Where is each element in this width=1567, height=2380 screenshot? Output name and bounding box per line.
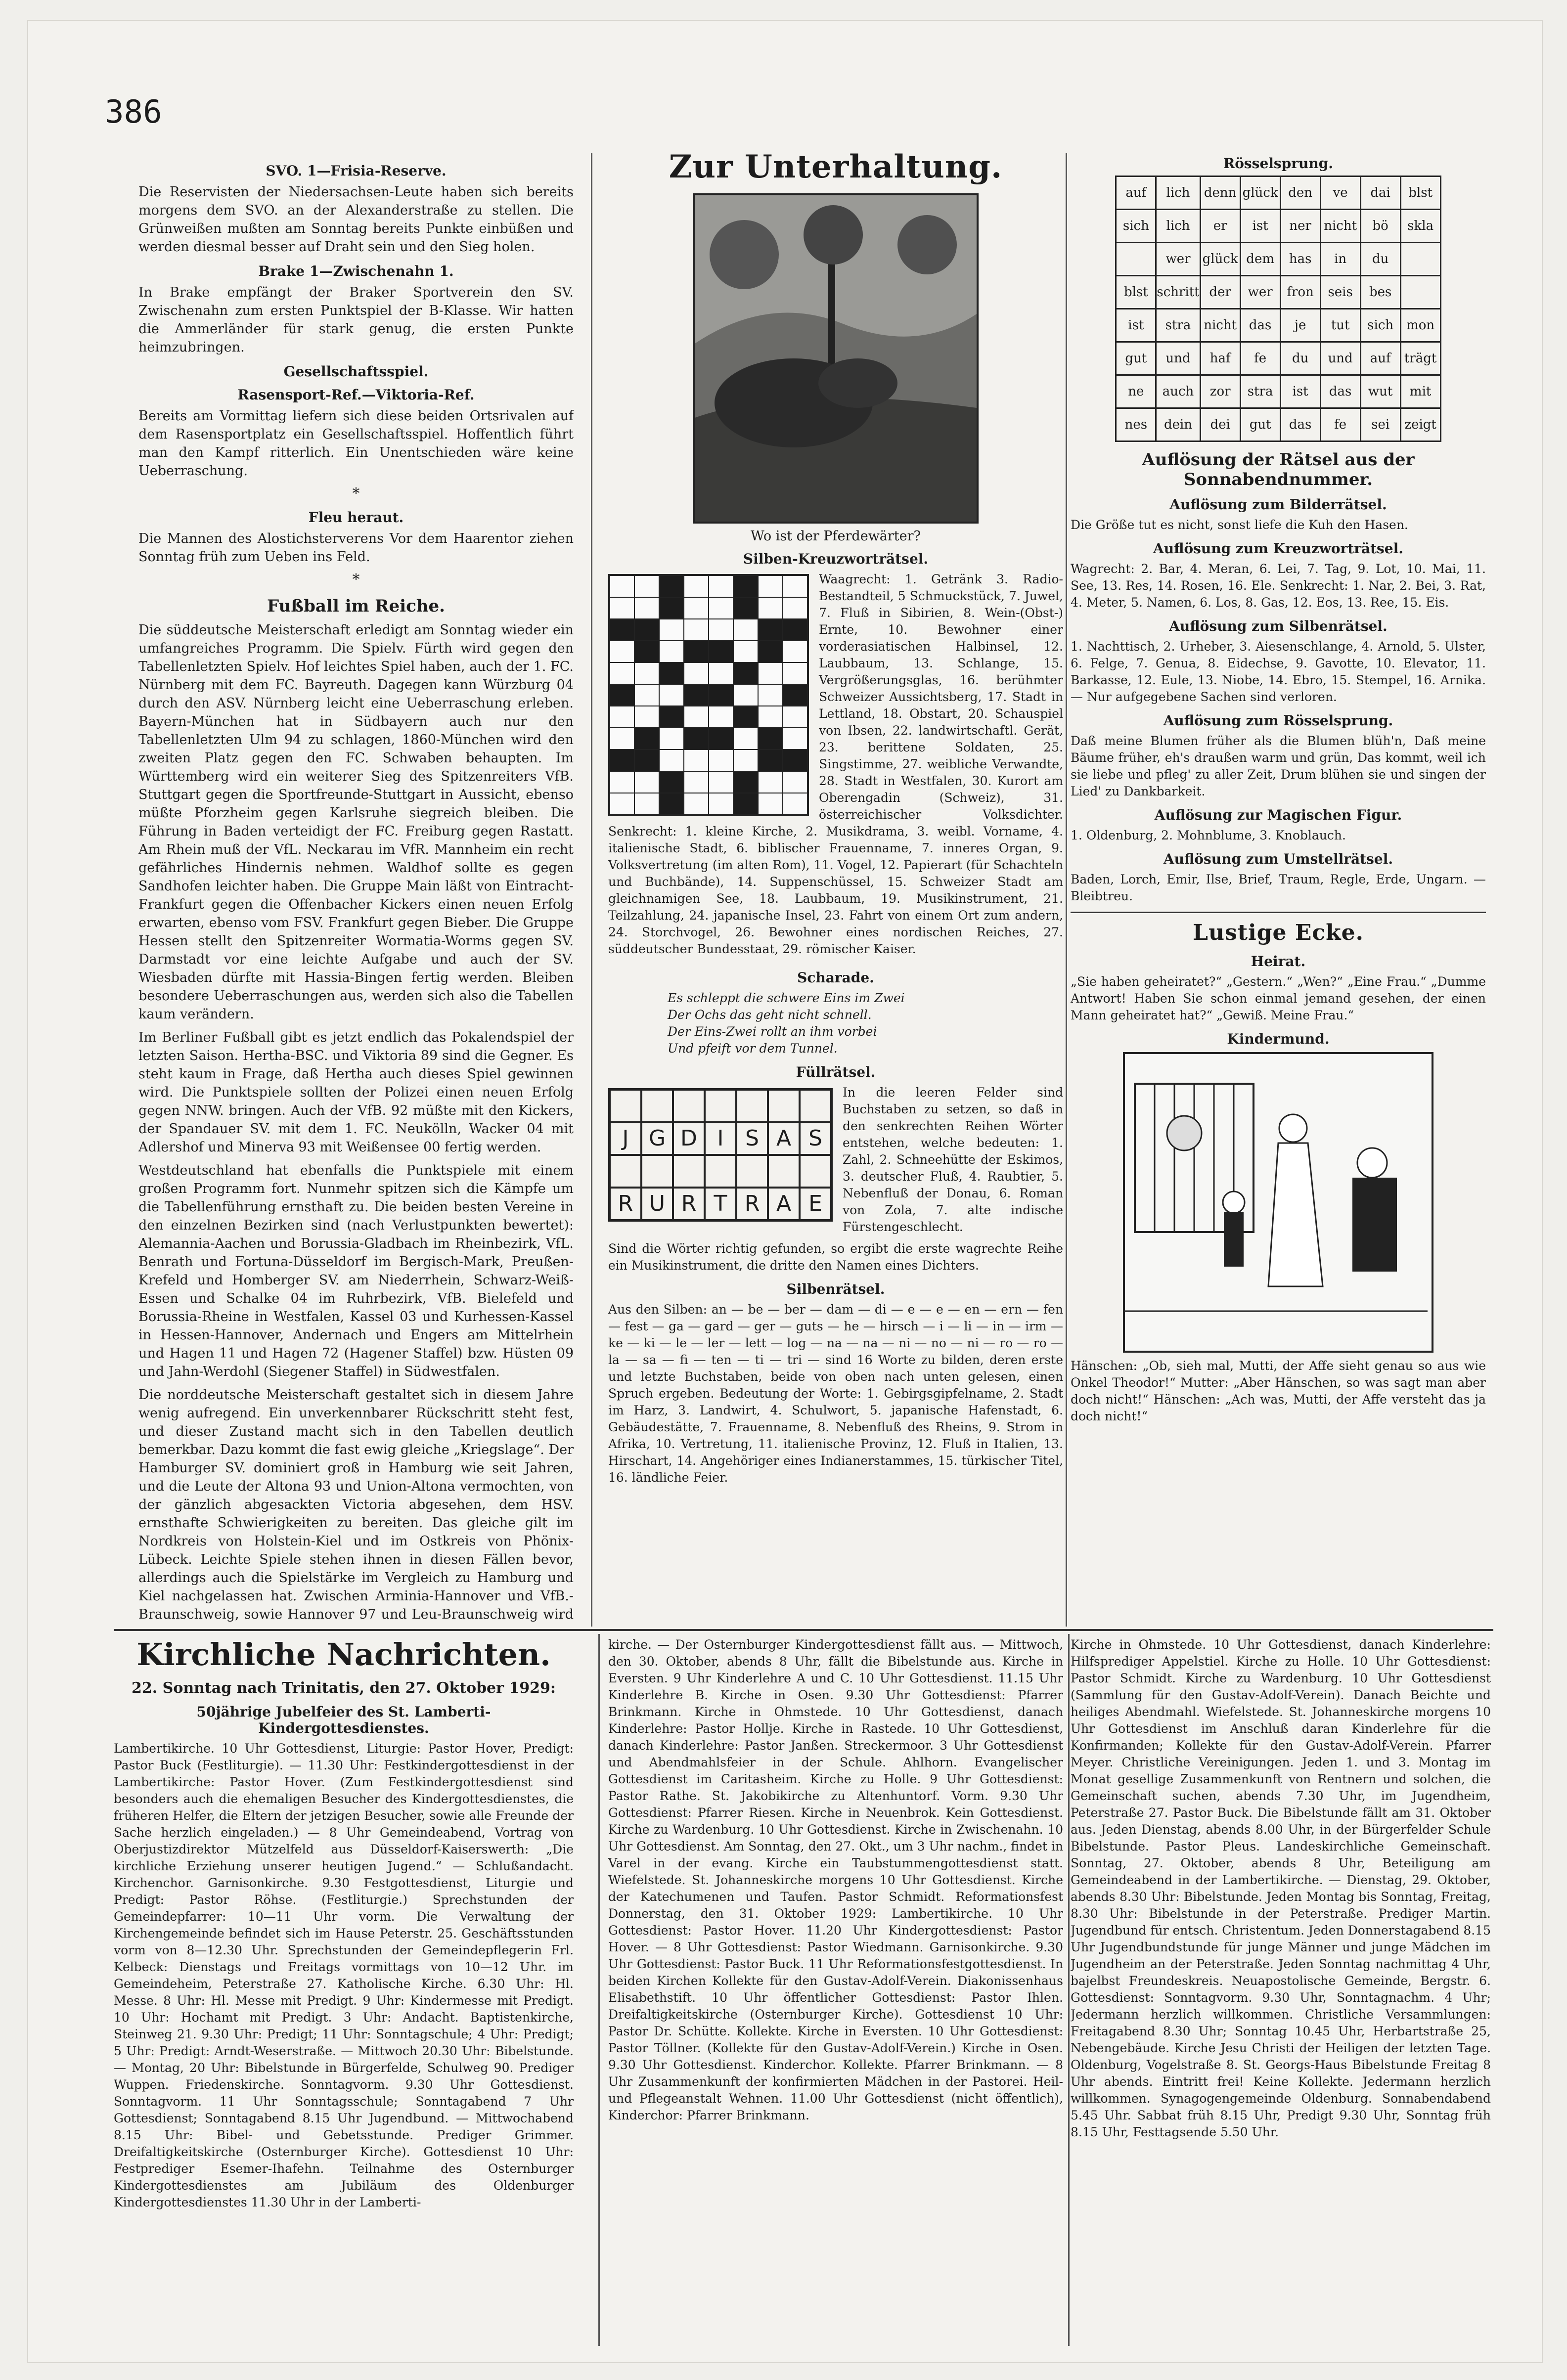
article-paragraph: Im Berliner Fußball gibt es jetzt endlich das Pokalendspiel der letzten Saison. Hertha-BSC. und Viktoria 89 sind die Gegner. Es steht kaum in Frage, daß Hertha auch dieses Spiel gewinnen wird. Die Punktspiele sollten der Polizei einen neuen Erfolg gegen NNW. bringen. Auch der VfB. 92 müßte mit den Kickers, der Spandauer SV. mit dem 1. FC. Neukölln, Wacker 04 mit Adlershof und Minerva 93 mit Weißensee 00 fertig werden. (138, 1030, 574, 1155)
section-title: Zur Unterhaltung. (669, 148, 1003, 185)
crossword-cell (659, 793, 684, 815)
knight-move-cell: lich (1156, 176, 1200, 210)
solution-text: 1. Nachttisch, 2. Urheber, 3. Aiesenschlange, 4. Arnold, 5. Ulster, 6. Felge, 7. Genua, 8. Eidechse, 9. Gavotte, 10. Elevator, 11. Barkasse, 12. Eule, 13. Niobe, 14. Ebro, 15. Stempel, 16. Arnika. — Nur aufgegebene Sachen sind verloren. (1071, 639, 1486, 704)
article-heading: Gesellschaftsspiel. (283, 363, 429, 380)
fill-letter: S (736, 1122, 768, 1155)
crossword-cell (709, 619, 733, 641)
page-number: 386 (105, 94, 162, 131)
crossword-cell (709, 749, 733, 771)
crossword-cell (634, 619, 659, 641)
knight-move-cell: mon (1400, 309, 1440, 342)
crossword-cell (659, 619, 684, 641)
crossword-cell (758, 575, 783, 597)
fill-letter: I (705, 1122, 736, 1155)
knight-move-cell: bö (1360, 210, 1400, 243)
crossword-cell (610, 793, 634, 815)
crossword-cell (634, 662, 659, 684)
crossword-cell (659, 662, 684, 684)
crossword-cell (659, 728, 684, 749)
crossword-cell (758, 749, 783, 771)
fill-puzzle-text: In die leeren Felder sind Buchstaben zu setzen, so daß in den senkrechten Reihen Wörter entstehen, welche bedeuten: 1. Zahl, 2. Schneehütte der Eskimos, 3. deutscher Fluß, 4. Raubtier, 5. Nebenfluß der Donau, 6. Roman von Zola, 7. alte indische Fürstengeschlecht. (843, 1085, 1063, 1234)
crossword-cell (733, 749, 758, 771)
knight-move-cell: ner (1280, 210, 1320, 243)
syllable-puzzle-title: Silbenrätsel. (786, 1281, 885, 1297)
charade-line: Es schleppt die schwere Eins im Zwei (668, 991, 905, 1005)
crossword-cell (684, 749, 709, 771)
crossword-cell (684, 793, 709, 815)
crossword-cell (610, 728, 634, 749)
knight-move-cell (1400, 276, 1440, 309)
knight-move-cell: ist (1116, 309, 1156, 342)
fill-letter: S (800, 1122, 831, 1155)
charade-line: Der Ochs das geht nicht schnell. (668, 1008, 872, 1022)
crossword-cell (610, 597, 634, 619)
church-news-title: Kirchliche Nachrichten. (136, 1636, 551, 1673)
crossword-cell (733, 597, 758, 619)
crossword-cell (709, 706, 733, 728)
solution-text: Wagrecht: 2. Bar, 4. Meran, 6. Lei, 7. Tag, 9. Lot, 10. Mai, 11. See, 13. Res, 14. Rosen, 16. Ele. Senkrecht: 1. Nar, 2. Bei, 3. Rat, 4. Meter, 5. Namen, 6. Los, 8. Gas, 12. Eos, 13. Ree, 15. Eis. (1071, 562, 1486, 610)
article-paragraph: Westdeutschland hat ebenfalls die Punktspiele mit einem großen Programm fort. Nunmehr spitzen sich die Kämpfe um die Tabellenführung ernsthaft zu. Die beiden besten Vereine in den einzelnen Bezirken sind (nach Verlustpunkten bewertet): Alemannia-Aachen und Borussia-Gladbach im Rheinbezirk, VfL. Benrath und Fortuna-Düsseldorf im Bergisch-Mark, Preußen-Krefeld und Homberger SV. am Niederrhein, Schwarz-Weiß-Essen und Schalke 04 im Ruhrbezirk, VfB. Bielefeld und Borussia-Rheine in Westfalen, Kassel 03 und Kurhessen-Kassel in Hessen-Hannover, Andernach und Engers am Mittelrhein und Hagen 11 und Hagen 72 (Hagener Staffel) bzw. Hüsten 09 und Jahn-Werdohl (Siegener Staffel) in Südwestfalen. (138, 1163, 574, 1379)
puzzle-solutions-column (1071, 148, 1486, 1627)
crossword-cell (659, 597, 684, 619)
crossword-cell (783, 575, 807, 597)
crossword-cell (733, 706, 758, 728)
solution-heading: Auflösung zum Rösselsprung. (1163, 712, 1393, 729)
article-heading: Fußball im Reiche. (267, 596, 445, 616)
crossword-cell (634, 641, 659, 662)
knight-move-cell: zeigt (1400, 408, 1440, 441)
crossword-cell (634, 597, 659, 619)
knight-move-cell: wut (1360, 375, 1400, 408)
article-heading: Rasensport-Ref.—Viktoria-Ref. (237, 387, 475, 403)
separator-star: * (352, 485, 360, 502)
crossword-cell (783, 793, 807, 815)
knight-move-cell: das (1280, 408, 1320, 441)
crossword-cell (610, 706, 634, 728)
crossword-cell (733, 793, 758, 815)
crossword-cell (684, 619, 709, 641)
knight-move-cell: has (1280, 243, 1320, 276)
crossword-cell (709, 793, 733, 815)
article-paragraph: In Brake empfängt der Braker Sportverein den SV. Zwischenahn zum ersten Punktspiel der B-Klasse. Wir hatten die Ammerländer für stark genug, die ersten Punkte heimzubringen. (138, 285, 574, 355)
knight-move-cell: dai (1360, 176, 1400, 210)
knight-move-cell: blst (1116, 276, 1156, 309)
crossword-title: Silben-Kreuzworträtsel. (743, 551, 929, 567)
knight-move-cell: gut (1240, 408, 1280, 441)
knight-move-cell: wer (1240, 276, 1280, 309)
solution-heading: Auflösung zum Silbenrätsel. (1169, 618, 1388, 634)
crossword-cell (634, 749, 659, 771)
crossword-cell (733, 728, 758, 749)
crossword-cell (684, 575, 709, 597)
church-news-column-3 (1071, 1636, 1491, 2348)
knight-move-cell: trägt (1400, 342, 1440, 375)
crossword-cell (610, 662, 634, 684)
crossword-cell (758, 597, 783, 619)
fill-letter: J (610, 1122, 641, 1155)
knight-move-cell: fe (1320, 408, 1360, 441)
crossword-cell (709, 662, 733, 684)
knight-move-cell: glück (1200, 243, 1240, 276)
article-paragraph: Die süddeutsche Meisterschaft erledigt am Sonntag wieder ein umfangreiches Programm. Die Spielv. Fürth wird gegen den Tabellenletzten Spielv. Hof leichtes Spiel haben, auch der 1. FC. Nürnberg mit dem FC. Bayreuth. Dagegen kann Würzburg 04 durch den ASV. Nürnberg leicht eine Ueberraschung erleben. Bayern-München hat in Südbayern auch nur den Tabellenletzten Ulm 94 zu schlagen, 1860-München wird den zweiten Platz gegen den FC. Schwaben behaupten. Im Württemberg wird ein weiterer Sieg des Spitzenreiters VfB. Stuttgart gegen die Sportfreunde-Stuttgart in Aussicht, ebenso müßte Pforzheim gegen Karlsruhe siegreich bleiben. Die Führung in Baden verteidigt der FC. Freiburg gegen Rastatt. Am Rhein muß der VfL. Neckarau im VfR. Mannheim ein recht gefährliches Hindernis nehmen. Waldhof sollte es gegen Sandhofen leichter haben. Die Gruppe Main läßt von Eintracht-Frankfurt gegen die Offenbacher Kickers einen neuen Erfolg erwarten, ebenso vom FSV. Frankfurt gegen Bieber. Die Gruppe Hessen stellt den Spitzenreiter Wormatia-Worms gegen SV. Darmstadt vor eine leichte Aufgabe und auch der SV. Wiesbaden dürfte mit Hassia-Bingen fertig werden. Bleiben besondere Ueberraschungen aus, werden sich also die Tabellen kaum verändern. (138, 622, 574, 1022)
crossword-cell (733, 641, 758, 662)
knight-move-cell: auch (1156, 375, 1200, 408)
knight-move-cell: bes (1360, 276, 1400, 309)
funny-corner-title: Lustige Ecke. (1193, 920, 1364, 945)
crossword-cell (659, 706, 684, 728)
crossword-cell (733, 619, 758, 641)
column-rule-4 (1068, 1634, 1070, 2346)
crossword-cell (733, 684, 758, 706)
fill-letter: G (641, 1122, 673, 1155)
fill-letter: U (641, 1188, 673, 1220)
knight-move-cell: zor (1200, 375, 1240, 408)
crossword-cell (758, 728, 783, 749)
knight-move-cell: fe (1240, 342, 1280, 375)
crossword-cell (783, 619, 807, 641)
knight-move-cell: er (1200, 210, 1240, 243)
crossword-cell (758, 706, 783, 728)
crossword-cell (610, 684, 634, 706)
charade-line: Und pfeift vor dem Tunnel. (668, 1041, 838, 1056)
knight-move-cell: dei (1200, 408, 1240, 441)
crossword-cell (709, 728, 733, 749)
knight-move-cell: und (1320, 342, 1360, 375)
solution-heading: Auflösung zum Kreuzworträtsel. (1153, 540, 1403, 557)
crossword-cell (634, 771, 659, 793)
crossword-cell (758, 662, 783, 684)
crossword-cell (783, 749, 807, 771)
crossword-cell (684, 771, 709, 793)
crossword-cell (783, 641, 807, 662)
article-heading: SVO. 1—Frisia-Reserve. (266, 163, 447, 179)
solutions-list (1071, 496, 1486, 905)
crossword-cell (709, 771, 733, 793)
knight-move-cell: ist (1280, 375, 1320, 408)
crossword-cell (659, 641, 684, 662)
crossword-cell (783, 706, 807, 728)
fill-letter: R (736, 1188, 768, 1220)
knight-move-cell: gut (1116, 342, 1156, 375)
crossword-cell (684, 706, 709, 728)
fill-letter: A (768, 1122, 800, 1155)
crossword-cell (758, 771, 783, 793)
crossword-cell (733, 575, 758, 597)
crossword-cell (610, 619, 634, 641)
section-rule (114, 1629, 1493, 1631)
crossword-cell (783, 684, 807, 706)
crossword-cell (684, 597, 709, 619)
church-news-text: Lambertikirche. 10 Uhr Gottesdienst, Liturgie: Pastor Hover, Predigt: Pastor Buck (Festliturgie). — 11.30 Uhr: Festkindergottesdienst in der Lambertikirche: Pastor Hover. (Zum Festkindergottesdienst sind besonders auch die ehemaligen Besucher des Kindergottesdienstes, die früheren Helfer, die Eltern der jetzigen Besucher, sowie alle Freunde der Sache herzlich eingeladen.) — 8 Uhr Gemeindeabend, Vortrag von Oberjustizdirektor Mützelfeld aus Düsseldorf-Kaiserswerth: „Die kirchliche Erziehung unserer heutigen Jugend.“ — Schlußandacht. Kirchenchor. Garnisonkirche. 9.30 Festgottesdienst, Liturgie und Predigt: Pastor Röhse. (Festliturgie.) Sprechstunden der Gemeindepfarrer: 10—11 Uhr vorm. Die Verwaltung der Kirchengemeinde befindet sich im Hause Peterstr. 25. Geschäftsstunden vorm von 8—12.30 Uhr. Sprechstunden der Gemeindepflegerin Frl. Kelbeck: Dienstags und Freitags vormittags von 10—12 Uhr. im Gemeindeheim, Peterstraße 27. Katholische Kirche. 6.30 Uhr: Hl. Messe. 8 Uhr: Hl. Messe mit Predigt. 9 Uhr: Kindermesse mit Predigt. 10 Uhr: Hochamt mit Predigt. 3 Uhr: Andacht. Baptistenkirche, Steinweg 21. 9.30 Uhr: Predigt; 11 Uhr: Sonntagschule; 4 Uhr: Predigt; 5 Uhr: Predigt: Arndt-Weserstraße. — Mittwoch 20.30 Uhr: Bibelstunde. — Montag, 20 Uhr: Bibelstunde in Bürgerfelde, Schulweg 90. Prediger Wuppen. Friedenskirche. Sonntagvorm. 9.30 Uhr Gottesdienst. Sonntagvorm. 11 Uhr Sonntagsschule; Sonntagabend 7 Uhr Gottesdienst; Sonntagabend 8.15 Uhr Jugendbund. — Mittwochabend 8.15 Uhr: Bibel- und Gebetsstunde. Prediger Grimmer. Dreifaltigkeitskirche (Osternburger Kirche). Gottesdienst 10 Uhr: Festprediger Esemer-Ihafehn. Teilnahme des Osternburger Kindergottesdienstes am Jubiläum des Oldenburger Kindergottesdienstes 11.30 Uhr in der Lamberti- (114, 1741, 574, 2209)
crossword-cell (709, 575, 733, 597)
crossword-cell (783, 771, 807, 793)
solution-text: Daß meine Blumen früher als die Blumen blüh'n, Daß meine Bäume früher, eh's draußen warm und grün, Das kommt, weil ich sie liebe und pfleg' zu aller Zeit, Drum blühen sie und singen der Lied' zu Dankbarkeit. (1071, 734, 1486, 798)
article-paragraph: Die Mannen des Alostichsterverens Vor dem Haarentor ziehen Sonntag früh zum Ueben ins Feld. (138, 531, 574, 565)
kindermund-text: Hänschen: „Ob, sieh mal, Mutti, der Affe sieht genau so aus wie Onkel Theodor!“ Mutter: „Aber Hänschen, so was sagt man aber doch nicht!“ Hänschen: „Ach was, Mutti, der Affe versteht das ja doch nicht!“ (1071, 1359, 1486, 1423)
fill-letter: R (673, 1188, 705, 1220)
crossword-cell (684, 641, 709, 662)
crossword-cell (709, 684, 733, 706)
column-rule-2 (1066, 153, 1067, 1627)
kindermund-title: Kindermund. (1227, 1031, 1330, 1047)
knight-move-title: Rösselsprung. (1223, 155, 1334, 172)
knight-move-cell: dem (1240, 243, 1280, 276)
article-heading: Fleu heraut. (308, 509, 404, 526)
knight-move-cell: skla (1400, 210, 1440, 243)
crossword-grid (608, 574, 809, 816)
knight-move-cell: schritt (1156, 276, 1200, 309)
crossword-cell (634, 575, 659, 597)
crossword-cell (659, 684, 684, 706)
charade-line: Der Eins-Zwei rollt an ihm vorbei (668, 1024, 877, 1039)
solutions-title: Auflösung der Rätsel aus der Sonnabendnummer. (1142, 450, 1415, 489)
crossword-cell (783, 728, 807, 749)
syllable-puzzle-text: Aus den Silben: an — be — ber — dam — di — e — e — en — ern — fen — fest — ga — gard — ger — guts — he — hirsch — i — li — in — irm — ke — ki — le — ler — lett — log — na — na — ni — no — ni — ro — ro — la — sa — fi — ten — ti — tri — sind 16 Worte zu bilden, deren erste und letzte Buchstaben, beide von oben nach unten gelesen, einen Spruch ergeben. Bedeutung der Worte: 1. Gebirgsgipfelname, 2. Stadt im Harz, 3. Landwirt, 4. Schulwort, 5. japanische Hafenstadt, 6. Gebäudestätte, 7. Frauenname, 8. Nebenfluß des Rheins, 9. Strom in Afrika, 10. Vertretung, 11. italienische Provinz, 12. Fluß in Italien, 13. Hirschart, 14. Angehöriger eines Indianerstammes, 15. türkischer Titel, 16. ländliche Feier. (608, 1302, 1063, 1485)
charade-title: Scharade. (797, 970, 874, 986)
church-news-column-1 (114, 1636, 574, 2348)
crossword-cell (634, 706, 659, 728)
sports-column (138, 156, 574, 1624)
knight-move-cell: du (1280, 342, 1320, 375)
crossword-cell (610, 641, 634, 662)
separator-star: * (352, 571, 360, 588)
column-rule-1 (591, 153, 592, 1627)
knight-move-cell (1116, 243, 1156, 276)
fill-row-blank (610, 1155, 831, 1188)
crossword-cell (709, 597, 733, 619)
knight-move-cell: blst (1400, 176, 1440, 210)
knight-move-cell: auf (1360, 342, 1400, 375)
horse-puzzle-picture (693, 193, 979, 524)
knight-move-cell: ist (1240, 210, 1280, 243)
knight-move-cell: ne (1116, 375, 1156, 408)
fill-letter: T (705, 1188, 736, 1220)
church-news-text: kirche. — Der Osternburger Kindergottesdienst fällt aus. — Mittwoch, den 30. Oktober, abends 8 Uhr, fällt die Bibelstunde aus. Kirche in Eversten. 9 Uhr Kinderlehre A und C. 10 Uhr Gottesdienst. 11.15 Uhr Kinderlehre B. Kirche in Osen. 9.30 Uhr Gottesdienst: Pfarrer Brinkmann. Kirche in Ohmstede. 10 Uhr Gottesdienst, danach Kinderlehre: Pastor Hollje. Kirche in Rastede. 10 Uhr Gottesdienst, danach Kinderlehre: Pastor Janßen. Streckermoor. 3 Uhr Gottesdienst und Abendmahlsfeier in der Schule. Ahlhorn. Evangelischer Gottesdienst im Caritasheim. Kirche zu Holle. 9 Uhr Gottesdienst: Pastor Rathe. St. Jakobikirche zu Altenhuntorf. Vorm. 9.30 Uhr Gottesdienst: Pfarrer Riesen. Kirche in Neuenbrok. Kein Gottesdienst. Kirche zu Wardenburg. 10 Uhr Gottesdienst. Kirche in Zwischenahn. 10 Uhr Gottesdienst. Am Sonntag, den 27. Okt., um 3 Uhr nachm., findet in Varel in der evang. Kirche ein Taubstummengottesdienst statt. Wiefelstede. St. Johanneskirche morgens 10 Uhr Gottesdienst. Kirche der Katechumenen und Taufen. Pastor Schmidt. Reformationsfest Donnerstag, den 31. Oktober 1929: Lambertikirche. 10 Uhr Gottesdienst: Pastor Hover. 11.20 Uhr Kindergottesdienst: Pastor Hover. — 8 Uhr Gottesdienst: Pastor Wiedmann. Garnisonkirche. 9.30 Uhr Gottesdienst: Pastor Buck. 11 Uhr Reformationsfestgottesdienst. In beiden Kirchen Kollekte für den Gustav-Adolf-Verein. Diakonissenhaus Elisabethstift. 10 Uhr öffentlicher Gottesdienst: Pastor Ihlen. Dreifaltigkeitskirche (Osternburger Kirche). Gottesdienst 10 Uhr: Pastor Dr. Schütte. Kollekte. Kirche in Eversten. 10 Uhr Gottesdienst: Pastor Töllner. (Kollekte für den Gustav-Adolf-Verein.) Kirche in Osen. 9.30 Uhr Gottesdienst. Kinderchor. Kollekte. Pfarrer Brinkmann. — 8 Uhr Zusammenkunft der konfirmierten Mädchen in der Pastorei. Heil- und Pflegeanstalt Wehnen. 11.00 Uhr Gottesdienst (nicht öffentlich), Kinderchor: Pfarrer Brinkmann. (608, 1637, 1063, 2122)
crossword-cell (659, 749, 684, 771)
crossword-cell (634, 684, 659, 706)
knight-move-cell: mit (1400, 375, 1440, 408)
knight-move-cell: wer (1156, 243, 1200, 276)
knight-move-cell: nicht (1320, 210, 1360, 243)
crossword-cell (783, 597, 807, 619)
knight-move-grid (1115, 176, 1441, 442)
crossword-cell (758, 641, 783, 662)
charade-poem (608, 990, 1063, 1057)
knight-move-cell: sich (1116, 210, 1156, 243)
church-news-subtitle: 22. Sonntag nach Trinitatis, den 27. Oktober 1929: (132, 1679, 556, 1697)
fill-puzzle-grid (608, 1088, 833, 1222)
knight-move-cell: je (1280, 309, 1320, 342)
entertainment-column (608, 148, 1063, 1627)
solution-heading: Auflösung zur Magischen Figur. (1154, 807, 1402, 823)
knight-move-cell: nicht (1200, 309, 1240, 342)
fill-letter: A (768, 1188, 800, 1220)
knight-move-cell (1400, 243, 1440, 276)
crossword-cell (684, 662, 709, 684)
solution-text: 1. Oldenburg, 2. Mohnblume, 3. Knoblauch. (1071, 828, 1346, 842)
crossword-cell (758, 619, 783, 641)
knight-move-cell: sich (1360, 309, 1400, 342)
crossword-cell (783, 662, 807, 684)
crossword-cell (634, 728, 659, 749)
knight-move-cell: und (1156, 342, 1200, 375)
knight-move-cell: den (1280, 176, 1320, 210)
landscape-illustration (695, 195, 977, 522)
knight-move-cell: denn (1200, 176, 1240, 210)
church-news-column-2 (608, 1636, 1063, 2348)
knight-move-cell: auf (1116, 176, 1156, 210)
knight-move-cell: sei (1360, 408, 1400, 441)
zoo-cartoon (1123, 1052, 1433, 1353)
crossword-cell (610, 575, 634, 597)
column-rule-3 (598, 1634, 600, 2346)
knight-move-cell: nes (1116, 408, 1156, 441)
fill-puzzle-title: Füllrätsel. (796, 1064, 876, 1080)
fill-puzzle-text-2: Sind die Wörter richtig gefunden, so ergibt die erste wagrechte Reihe ein Musikinstrument, die dritte den Namen eines Dichters. (608, 1241, 1063, 1273)
solution-heading: Auflösung zum Bilderrätsel. (1169, 496, 1387, 513)
crossword-cell (709, 641, 733, 662)
fill-row-blank (610, 1090, 831, 1122)
solution-heading: Auflösung zum Umstellrätsel. (1163, 851, 1393, 867)
fill-letter: E (800, 1188, 831, 1220)
solution-text: Baden, Lorch, Emir, Ilse, Brief, Traum, Regle, Erde, Ungarn. — Bleibtreu. (1071, 872, 1486, 903)
crossword-cell (733, 771, 758, 793)
divider (1071, 912, 1486, 913)
crossword-cell (659, 575, 684, 597)
crossword-cell (733, 662, 758, 684)
knight-move-cell: fron (1280, 276, 1320, 309)
crossword-cell (758, 684, 783, 706)
knight-move-cell: das (1320, 375, 1360, 408)
solution-text: Die Größe tut es nicht, sonst liefe die Kuh den Hasen. (1071, 518, 1408, 532)
fill-letter: R (610, 1188, 641, 1220)
crossword-cell (610, 749, 634, 771)
crossword-clues: Waagrecht: 1. Getränk 3. Radio-Bestandteil, 5 Schmuckstück, 7. Juwel, 7. Fluß in Sibirien, 8. Wein-(Obst-) Ernte, 10. Bewohner einer vorderasiatischen Halbinsel, 12. Laubbaum, 13. Schlange, 15. Vergrößerungsglas, 16. berühmter Schweizer Aussichtsberg, 17. Stadt in Lettland, 18. Obstart, 20. Schauspiel von Ibsen, 22. landwirtschaftl. Gerät, 23. berittene Soldaten, 25. Singstimme, 27. weibliche Verwandte, 28. Stadt in Westfalen, 30. Kurort am Oberengadin (Schweiz), 31. österreichischer Volksdichter. Senkrecht: 1. kleine Kirche, 2. Musikdrama, 3. weibl. Vorname, 4. italienische Stadt, 6. biblischer Frauenname, 7. inneres Organ, 9. Volksvertretung (im alten Rom), 11. Vogel, 12. Papierart (für Schachteln und Buchbände), 14. Suppenschüssel, 15. Schweizer Stadt am gleichnamigen See, 18. Laubbaum, 19. Musikinstrument, 21. Teilzahlung, 24. japanische Insel, 23. Fahrt von einem Ort zum andern, 24. Storchvogel, 26. Bewohner eines nordischen Reiches, 27. süddeutscher Bundesstaat, 29. römischer Kaiser. (608, 572, 1063, 956)
knight-move-cell: der (1200, 276, 1240, 309)
article-paragraph: Die norddeutsche Meisterschaft gestaltet sich in diesem Jahre wenig aufregend. Ein unverkennbarer Rückschritt steht fest, und dieser Zustand macht sich in den Tabellen deutlich bemerkbar. Dazu kommt die fast ewig gleiche „Kriegslage“. Der Hamburger SV. dominiert groß in Hamburg wie seit Jahren, und die Leute der Altona 93 und Union-Altona vermochten, von der gänzlich abgesackten Victoria abgesehen, dem HSV. ernsthafte Schwierigkeiten zu bereiten. Das gleiche gilt im Nordkreis von Holstein-Kiel und im Ostkreis von Phönix-Lübeck. Leichte Spiele stehen ihnen in diesen Fällen bevor, allerdings auch die Spielstärke im Vergleich zu Hamburg und Kiel nachgelassen hat. Zwischen Arminia-Hannover und VfB.-Braunschweig, sowie Hannover 97 und Leu-Braunschweig wird (138, 1387, 574, 1622)
church-news-subtitle-2: 50jährige Jubelfeier des St. Lamberti-Kindergottesdienstes. (196, 1704, 491, 1736)
heirat-title: Heirat. (1251, 953, 1306, 970)
cartoon-illustration (1125, 1054, 1428, 1347)
crossword-cell (758, 793, 783, 815)
crossword-cell (684, 728, 709, 749)
article-heading: Brake 1—Zwischenahn 1. (258, 263, 454, 279)
fill-row-1 (610, 1122, 831, 1155)
article-paragraph: Die Reservisten der Niedersachsen-Leute haben sich bereits morgens dem SVO. an der Alexanderstraße zu stellen. Die Grünweißen mußten am Sonntag bereits Punkte einbüßen und werden diesmal besser auf Draht sein und den Sieg holen. (138, 184, 574, 255)
knight-move-cell: glück (1240, 176, 1280, 210)
knight-move-cell: du (1360, 243, 1400, 276)
fill-row-2 (610, 1188, 831, 1220)
crossword-cell (684, 684, 709, 706)
knight-move-cell: ve (1320, 176, 1360, 210)
knight-move-cell: haf (1200, 342, 1240, 375)
crossword-cell (634, 793, 659, 815)
knight-move-cell: in (1320, 243, 1360, 276)
knight-move-cell: seis (1320, 276, 1360, 309)
knight-move-cell: dein (1156, 408, 1200, 441)
knight-move-cell: das (1240, 309, 1280, 342)
crossword-cell (610, 771, 634, 793)
article-paragraph: Bereits am Vormittag liefern sich diese beiden Ortsrivalen auf dem Rasensportplatz ein Gesellschaftsspiel. Hoffentlich führt man den Kampf ritterlich. Ein Unentschieden wäre keine Ueberraschung. (138, 408, 574, 479)
picture-caption: Wo ist der Pferdewärter? (750, 529, 921, 544)
crossword-cell (659, 771, 684, 793)
heirat-text: „Sie haben geheiratet?“ „Gestern.“ „Wen?“ „Eine Frau.“ „Dumme Antwort! Haben Sie schon einmal jemand gesehen, der einen Mann geheiratet hat?“ „Gewiß. Meine Frau.“ (1071, 974, 1486, 1022)
fill-letter: D (673, 1122, 705, 1155)
knight-move-cell: stra (1240, 375, 1280, 408)
church-news-text: Kirche in Ohmstede. 10 Uhr Gottesdienst, danach Kinderlehre: Hilfsprediger Appelstiel. Kirche zu Holle. 10 Uhr Gottesdienst: Pastor Schmidt. Kirche zu Wardenburg. 10 Uhr Gottesdienst (Sammlung für den Gustav-Adolf-Verein). Danach Beichte und heiliges Abendmahl. Wiefelstede. St. Johanneskirche morgens 10 Uhr Gottesdienst im Anschluß daran Kinderlehre für die Konfirmanden; Kollekte für den Gustav-Adolf-Verein. Pfarrer Meyer. Christliche Vereinigungen. Jeden 1. und 3. Montag im Monat gesellige Zusammenkunft von Rentnern und solchen, die Gemeinschaft suchen, abends 7.30 Uhr, im Jugendheim, Peterstraße 27. Pastor Buck. Die Bibelstunde fällt am 31. Oktober aus. Jeden Dienstag, abends 8.00 Uhr, in der Bürgerfelder Schule Bibelstunde. Pastor Pleus. Landeskirchliche Gemeinschaft. Sonntag, 27. Oktober, abends 8 Uhr, Beteiligung am Gemeindeabend in der Lambertikirche. — Dienstag, 29. Oktober, abends 8.30 Uhr: Bibelstunde. Jeden Montag bis Sonntag, Freitag, 8.30 Uhr: Bibelstunde in der Peterstraße. Prediger Martin. Jugendbund für entsch. Christentum. Jeden Donnerstagabend 8.15 Uhr Jugendbundstunde für junge Männer und junge Mädchen im Jugendheim an der Peterstraße. Jeden Sonntag nachmittag 4 Uhr, bajelbst Freundeskreis. Neuapostolische Gemeinde, Bergstr. 6. Gottesdienst: Sonntagvorm. 9.30 Uhr, Sonntagnachm. 4 Uhr; Jedermann herzlich willkommen. Christliche Versammlungen: Freitagabend 8.30 Uhr; Sonntag 10.45 Uhr, Herbartstraße 25, Nebengebäude. Kirche Jesu Christi der Heiligen der letzten Tage. Oldenburg, Vogelstraße 8. St. Georgs-Haus Bibelstunde Freitag 8 Uhr abends. Eintritt frei! Keine Kollekte. Jedermann herzlich willkommen. Synagogengemeinde Oldenburg. Sonnabendabend 5.45 Uhr. Sabbat früh 8.15 Uhr, Predigt 9.30 Uhr, Sonntag früh 8.15 Uhr, Festtagsende 5.50 Uhr. (1071, 1637, 1491, 2139)
knight-move-cell: stra (1156, 309, 1200, 342)
knight-move-cell: lich (1156, 210, 1200, 243)
knight-move-cell: tut (1320, 309, 1360, 342)
